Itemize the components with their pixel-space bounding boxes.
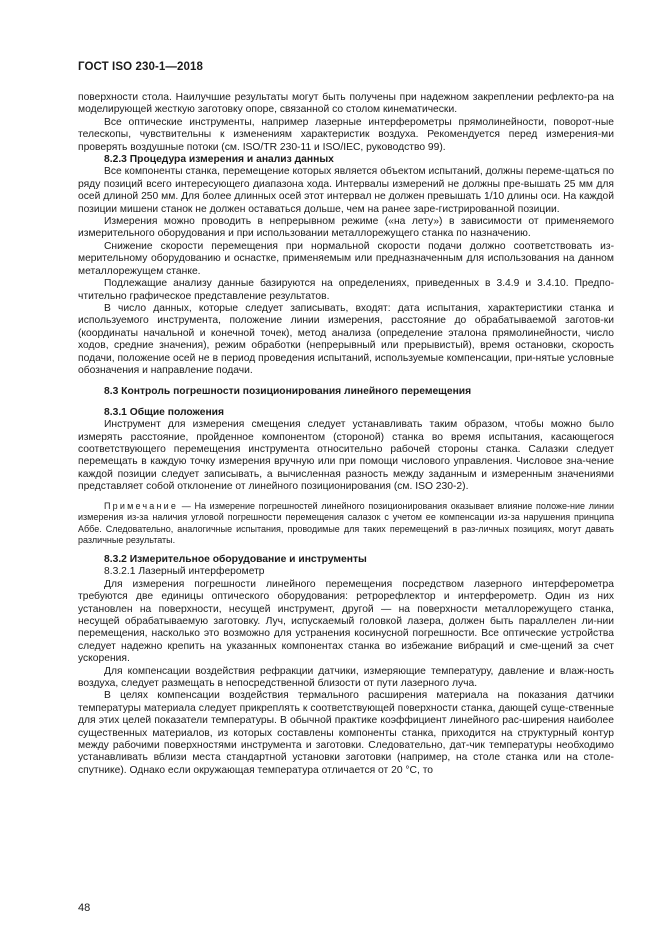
paragraph: В целях компенсации воздействия термального расширения материала на показания датчики температуры материала следует прикреплять к соответствующей поверхности станка, дающей суще-ственные для этих целей показатели температуры. В обычной практике коэффициент линейного рас-ширения наиболее существенных материалов, из которых составлены компоненты станка, приходится на структурный контур между рабочими поверхностями инструмента и заготовки. Следовательно, дат-чик температуры необходимо устанавливать вблизи места стандартной установки заготовки (например, на столе станка или на столе-спутнике). Однако если окружающая температура отличается от 20 °С, то: [78, 690, 614, 776]
note: [78, 501, 614, 547]
paragraph: Измерения можно проводить в непрерывном режиме («на лету») в зависимости от применяемого измерительного оборудования и при использовании металлорежущего станка по назначению.: [78, 216, 614, 240]
subsection-heading-8-3-2-1: 8.3.2.1 Лазерный интерферометр: [104, 566, 265, 578]
paragraph: В число данных, которые следует записывать, входят: дата испытания, характеристики станка и используемого инструмента, положение линии измерения, расстояние до обрабатываемой заготов-ки (координаты начальной и конечной точек), метод анализа (определение эталона прямолинейности, число ходов, средние значения), режим обработки (непрерывный или прерывистый), время остановки, скорость подачи, положение осей не в период проведения испытаний, используемые компенсации, при-нятые условные обозначения и направление подачи.: [78, 302, 614, 376]
document-header: ГОСТ ISO 230-1—2018: [78, 61, 203, 73]
page-number: 48: [78, 902, 91, 914]
paragraph: Все компоненты станка, перемещение которых является объектом испытаний, должны переме-щаться по ряду позиций всего интересующего диапазона хода. Интервалы измерений не должны пре-вышать 25 мм для осей длиной 250 мм. Для более длинных осей этот интервал не должен превышать 1/10 длины оси. На каждой позиции мишени станок не должен оставаться дольше, чем на ранее заре-гистрированной позиции.: [78, 166, 614, 215]
section-heading-8-2-3: 8.2.3 Процедура измерения и анализ данных: [104, 154, 334, 166]
paragraph: Инструмент для измерения смещения следует устанавливать таким образом, чтобы можно было измерять расстояние, пройденное компонентом (стороной) станка во время испытания, касающегося соответствующего перемещения инструмента относительно рабочей стороны станка. Салазки следует перемещать в каждую точку измерения вручную или при помощи числового управления. Числовое зна-чение каждой позиции следует записывать, а вычисленная разность между заданным и измеренным значениями представляет собой отклонение от линейного позиционирования (см. ISO 230-2).: [78, 419, 614, 493]
note-text: — На измерение погрешностей линейного позиционирования оказывает влияние положе-ние линии измерения из-за наличия угловой погрешности перемещения салазок с учетом ее компенсации из-за нарушения принципа Аббе. Следовательно, аналогичные испытания, проводимые для таких перемещений в раз-личных позициях, могут давать различные результаты.: [78, 500, 614, 546]
document-body: [78, 92, 614, 777]
paragraph: Для измерения погрешности линейного перемещения посредством лазерного интерферометра требуются две единицы оптического оборудования: ретрорефлектор и интерферометр. Один из них установлен на поверхности, несущей инструмент, другой — на поверхности металлорежущего станка, несущей обрабатываемую заготовку. Луч, испускаемый головкой лазера, должен быть параллелен ли-нии перемещения, насколько это возможно для устранения косинусной погрешности. Все оптические устройства следует надежно крепить на указанных компонентах станка во избежание вибраций и сме-щений за счет ускорения.: [78, 578, 614, 665]
paragraph: Для компенсации воздействия рефракции датчики, измеряющие температуру, давление и влаж-ность воздуха, следует размещать в непосредственной близости от пути лазерного луча.: [78, 665, 614, 690]
section-heading-8-3-2: 8.3.2 Измерительное оборудование и инструменты: [104, 553, 367, 565]
section-heading-8-3-1: 8.3.1 Общие положения: [104, 406, 224, 418]
paragraph: Подлежащие анализу данные базируются на определениях, приведенных в 3.4.9 и 3.4.10. Предпо-чтительно графическое представление результатов.: [78, 278, 614, 302]
note-label: Примечание: [104, 500, 179, 511]
paragraph: поверхности стола. Наилучшие результаты могут быть получены при надежном закреплении рефлекто-ра на моделирующей жесткую заготовку опоре, связанной со столом кинематически.: [78, 92, 614, 116]
paragraph: Снижение скорости перемещения при нормальной скорости подачи должно соответствовать из-мерительному оборудованию и оснастке, применяемым или предназначенным для использования на данном металлорежущем станке.: [78, 240, 614, 277]
section-heading-8-3: 8.3 Контроль погрешности позиционирования линейного перемещения: [104, 386, 472, 398]
paragraph: Все оптические инструменты, например лазерные интерферометры прямолинейности, поворот-ные телескопы, чувствительны к изменениям характеристик воздуха. Рекомендуется перед измерения-ми проверять воздушные потоки (см. ISO/TR 230-11 и ISO/IEC, руководство 99).: [78, 116, 614, 153]
